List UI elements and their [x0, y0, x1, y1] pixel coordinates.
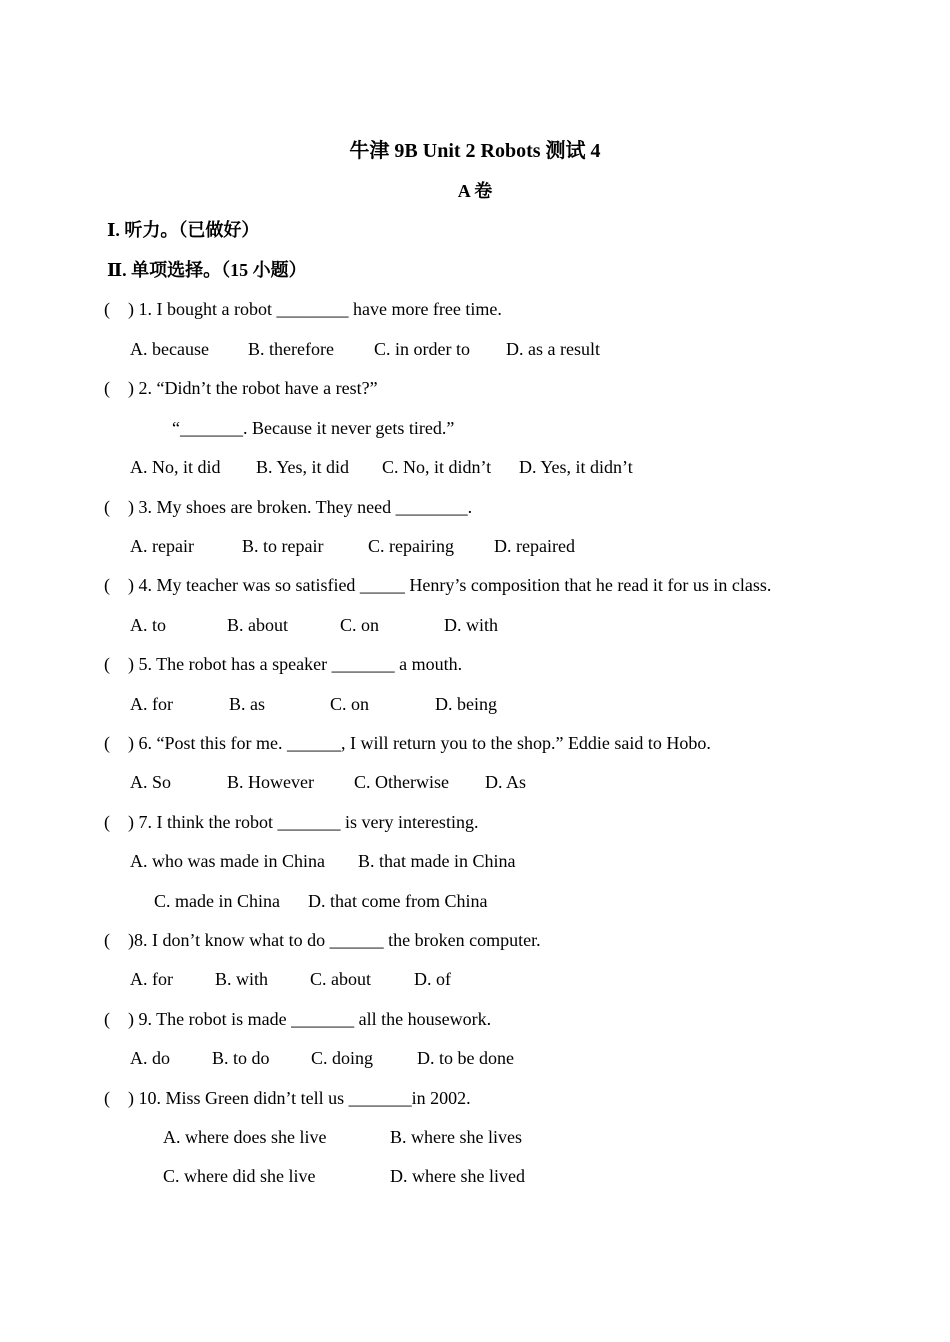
q7-option-d: D. that come from China	[308, 891, 488, 911]
q8-option-c: C. about	[310, 969, 371, 989]
question-8: ( )8. I don’t know what to do ______ the broken computer.	[104, 930, 541, 950]
question-9: ( ) 9. The robot is made _______ all the housework.	[104, 1009, 492, 1029]
q2-option-a: A. No, it did	[130, 457, 221, 477]
q7-option-b: B. that made in China	[358, 851, 516, 871]
page-subtitle: A 卷	[457, 181, 493, 201]
q4-option-b: B. about	[227, 615, 288, 635]
q3-option-c: C. repairing	[368, 536, 454, 556]
q9-option-b: B. to do	[212, 1048, 270, 1068]
q9-option-a: A. do	[130, 1048, 170, 1068]
q4-option-d: D. with	[444, 615, 498, 635]
q6-option-c: C. Otherwise	[354, 772, 449, 792]
section-single-choice: Ⅱ. 单项选择。（15 小题）	[107, 260, 307, 280]
q5-option-d: D. being	[435, 694, 497, 714]
q4-option-c: C. on	[340, 615, 380, 635]
q3-option-b: B. to repair	[242, 536, 324, 556]
question-4: ( ) 4. My teacher was so satisfied _____ Henry’s composition that he read it for us in class.	[104, 575, 772, 595]
q10-option-a: A. where does she live	[163, 1127, 327, 1147]
q5-option-b: B. as	[229, 694, 265, 714]
question-5: ( ) 5. The robot has a speaker _______ a mouth.	[104, 654, 463, 674]
q2-option-c: C. No, it didn’t	[382, 457, 492, 477]
q10-option-d: D. where she lived	[390, 1166, 525, 1186]
q6-option-d: D. As	[485, 772, 527, 792]
question-6: ( ) 6. “Post this for me. ______, I will return you to the shop.” Eddie said to Hobo.	[104, 733, 711, 753]
page-title: 牛津 9B Unit 2 Robots 测试 4	[349, 140, 601, 162]
question-2: ( ) 2. “Didn’t the robot have a rest?”	[104, 378, 378, 398]
q2-option-b: B. Yes, it did	[256, 457, 350, 477]
question-3: ( ) 3. My shoes are broken. They need ________.	[104, 497, 473, 517]
q10-option-c: C. where did she live	[163, 1166, 316, 1186]
q1-option-c: C. in order to	[374, 339, 470, 359]
question-1: ( ) 1. I bought a robot ________ have more free time.	[104, 299, 502, 319]
q7-option-a: A. who was made in China	[130, 851, 325, 871]
q1-option-a: A. because	[130, 339, 209, 359]
question-2-reply: “_______. Because it never gets tired.”	[172, 418, 455, 438]
q8-option-b: B. with	[215, 969, 269, 989]
q4-option-a: A. to	[130, 615, 166, 635]
q5-option-a: A. for	[130, 694, 173, 714]
q1-option-b: B. therefore	[248, 339, 334, 359]
q10-option-b: B. where she lives	[390, 1127, 522, 1147]
q9-option-c: C. doing	[311, 1048, 374, 1068]
q9-option-d: D. to be done	[417, 1048, 514, 1068]
question-10: ( ) 10. Miss Green didn’t tell us _______in 2002.	[104, 1088, 471, 1108]
question-7: ( ) 7. I think the robot _______ is very interesting.	[104, 812, 479, 832]
q2-option-d: D. Yes, it didn’t	[519, 457, 633, 477]
q3-option-a: A. repair	[130, 536, 194, 556]
q6-option-b: B. However	[227, 772, 314, 792]
q8-option-a: A. for	[130, 969, 173, 989]
q3-option-d: D. repaired	[494, 536, 575, 556]
q6-option-a: A. So	[130, 772, 172, 792]
q7-option-c: C. made in China	[154, 891, 280, 911]
q8-option-d: D. of	[414, 969, 451, 989]
q1-option-d: D. as a result	[506, 339, 600, 359]
section-listening: Ⅰ. 听力。（已做好）	[107, 220, 260, 240]
q5-option-c: C. on	[330, 694, 370, 714]
